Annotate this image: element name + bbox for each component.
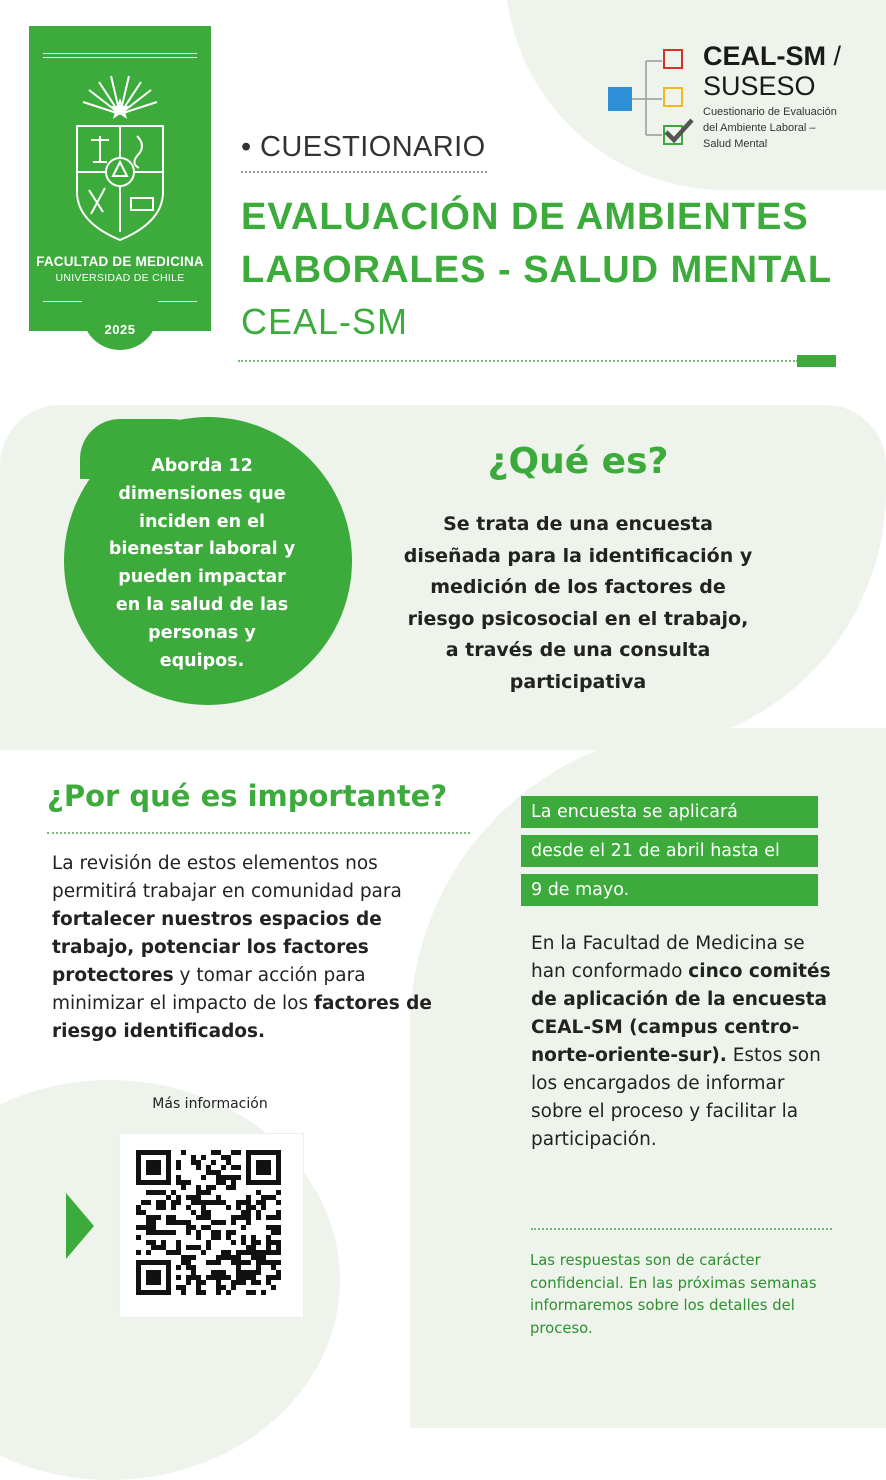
que-es-line: medición de los factores de [430, 576, 726, 598]
play-arrow-icon [66, 1193, 94, 1259]
dimensions-line: equipos. [159, 650, 245, 671]
dimensions-line: Aborda 12 [151, 456, 253, 476]
logo-slash: / [826, 41, 842, 71]
importance-text: La revisión de estos elementos nos permitirá trabajar en comunidad para [52, 853, 402, 902]
faculty-badge [29, 26, 211, 331]
logo-name-text: CEAL-SM [703, 41, 826, 71]
title-line-1: EVALUACIÓN DE AMBIENTES [241, 196, 809, 238]
qr-code[interactable] [119, 1133, 304, 1318]
badge-university-name: UNIVERSIDAD DE CHILE [55, 272, 185, 284]
que-es-body [380, 509, 776, 698]
committees-emphasis: cinco comités de aplicación de la encuesta CEAL-SM (campus centro-norte-oriente-sur). [531, 961, 831, 1066]
dimensions-line: bienestar laboral y [108, 539, 296, 560]
committees-text: En la Facultad de Medicina se han conformado [531, 933, 805, 982]
logo-name [703, 41, 841, 72]
more-info-label: Más información [152, 1096, 268, 1112]
logo-yellow-box-icon [663, 87, 683, 107]
que-es-line: participativa [509, 670, 647, 693]
dimensions-line: pueden impactar [118, 567, 286, 588]
committees-text: Estos son los encargados de informar sobre el proceso y facilitar la participación. [531, 1045, 821, 1150]
kicker-divider [241, 171, 487, 173]
importance-emphasis: factores de riesgo identificados. [52, 993, 432, 1042]
importance-text: y tomar acción para minimizar el impacto de los [52, 965, 366, 1014]
faculty-crest-icon [69, 72, 171, 247]
dimensions-line: dimensiones que [118, 483, 286, 504]
que-es-line: Se trata de una encuesta [443, 513, 713, 535]
importance-heading: ¿Por qué es importante? [47, 779, 448, 813]
que-es-line: riesgo psicosocial en el trabajo, [407, 607, 749, 630]
dimensions-line: personas y [148, 622, 256, 643]
header-divider [238, 360, 798, 362]
confidential-divider [531, 1228, 832, 1230]
logo-desc-line: del Ambiente Laboral – [703, 122, 816, 134]
dimensions-line: en la salud de las [115, 594, 289, 615]
date-bar-1: La encuesta se aplicará [521, 796, 818, 828]
importance-emphasis: fortalecer nuestros espacios de trabajo, potenciar los factores protectores [52, 909, 382, 986]
confidential-note: Las respuestas son de carácter confidencial. En las próximas semanas informaremos sobre los detalles del proceso. [530, 1252, 817, 1337]
logo-blue-square-icon [608, 87, 632, 111]
title-line-2: LABORALES - SALUD MENTAL [241, 249, 833, 291]
dimensions-line: inciden en el [138, 511, 266, 532]
importance-divider [47, 832, 470, 834]
faculty-committees-body [531, 930, 831, 1154]
logo-desc-line: Salud Mental [703, 138, 768, 150]
logo-suseso: SUSESO [703, 71, 816, 101]
logo-description [703, 104, 863, 152]
que-es-heading: ¿Qué es? [487, 441, 669, 482]
que-es-line: a través de una consulta [445, 639, 711, 661]
dimensions-text [95, 453, 309, 675]
date-bar-2: desde el 21 de abril hasta el [521, 835, 818, 867]
date-bar-3: 9 de mayo. [521, 874, 818, 906]
logo-checkmark-icon [662, 118, 694, 146]
badge-year: 2025 [104, 322, 136, 337]
bg-shape-top-right [505, 0, 886, 190]
logo-red-box-icon [663, 49, 683, 69]
header-accent-bar [797, 355, 836, 367]
title-acronym: CEAL-SM [241, 301, 409, 342]
kicker-label: • CUESTIONARIO [241, 131, 486, 163]
logo-connector-icon [632, 57, 662, 137]
que-es-line: diseñada para la identificación y [403, 544, 753, 567]
qr-code-icon [120, 1134, 303, 1317]
logo-desc-line: Cuestionario de Evaluación [703, 106, 837, 118]
badge-faculty-name: FACULTAD DE MEDICINA [36, 254, 204, 269]
importance-body [52, 850, 462, 1046]
